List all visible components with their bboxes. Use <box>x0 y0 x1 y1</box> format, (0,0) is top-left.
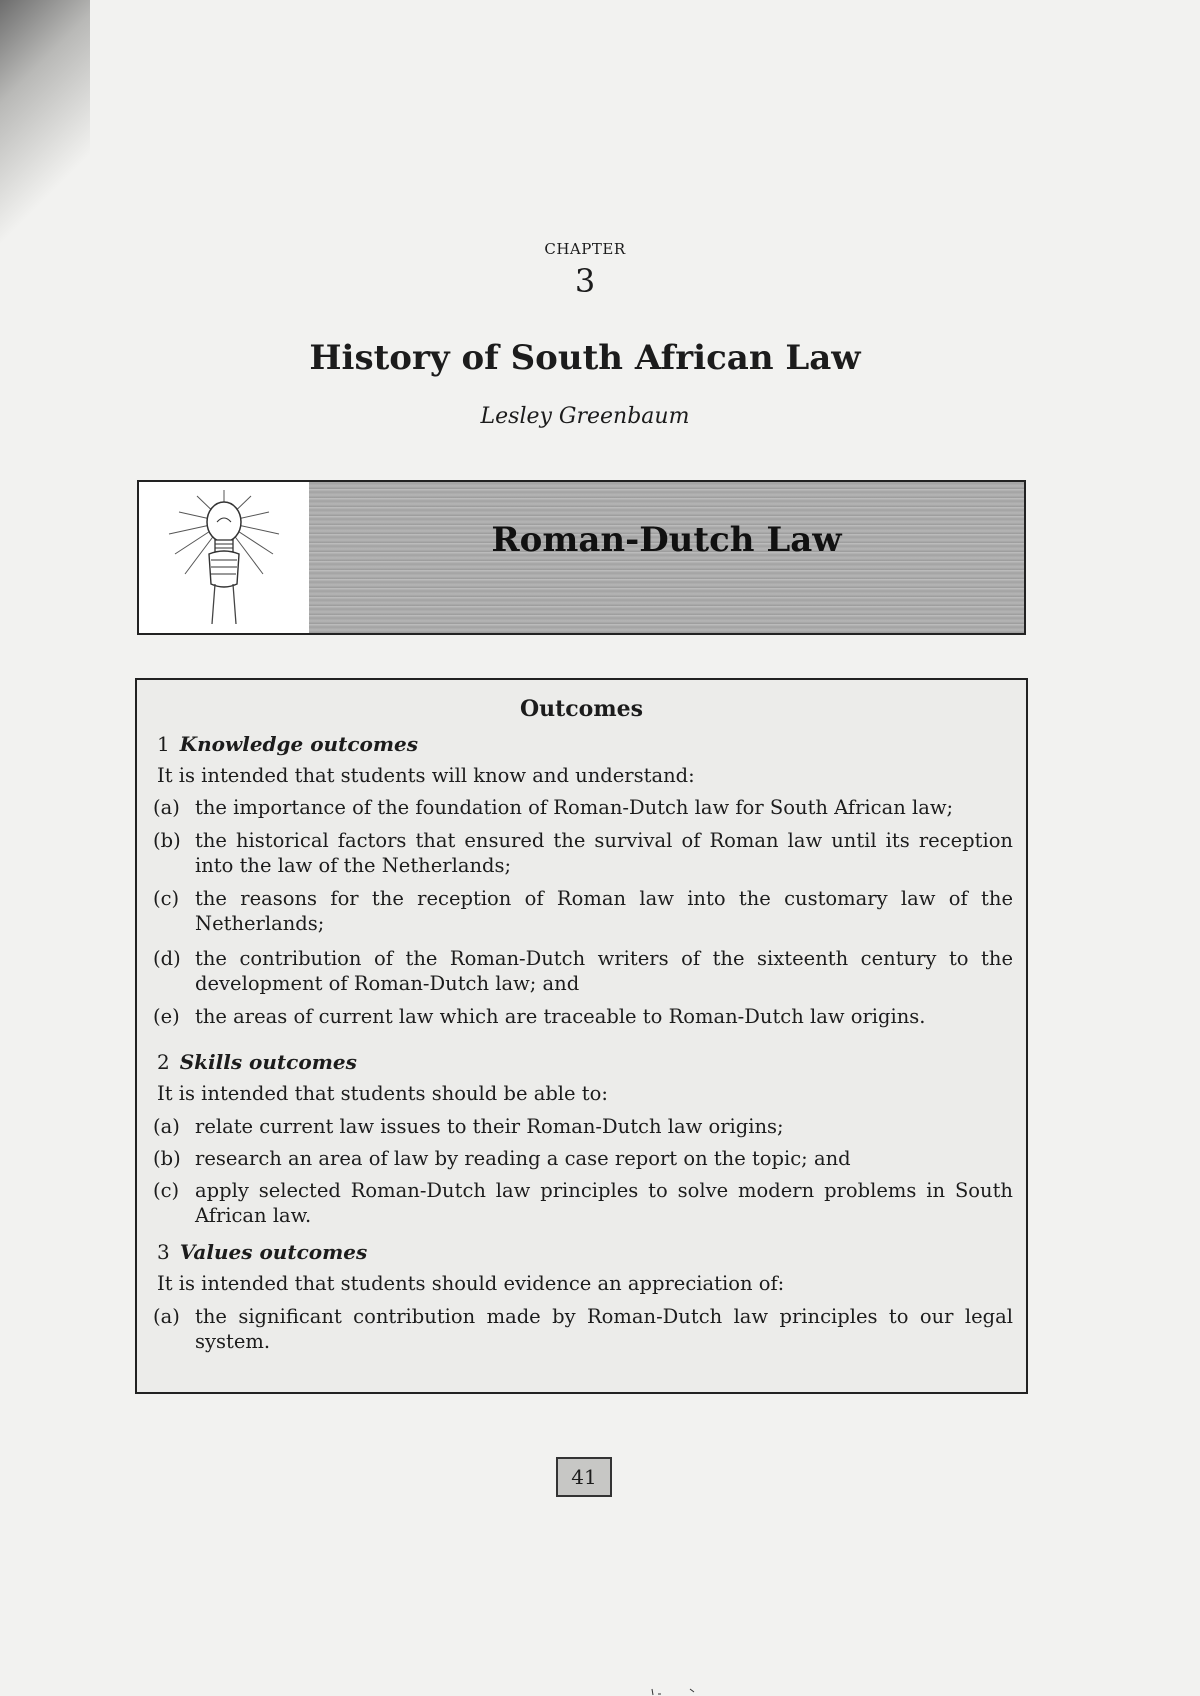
item-text: research an area of law by reading a case report on the topic; and <box>195 1147 851 1170</box>
item-text: the significant contribution made by Roman-Dutch law principles to our legal system. <box>195 1305 1013 1353</box>
section-banner <box>137 480 1026 635</box>
item-letter: (a) <box>153 1305 180 1328</box>
item-text: the reasons for the reception of Roman law into the customary law of the Netherlands; <box>195 887 1013 935</box>
scan-edge-shadow <box>0 0 90 260</box>
section-number: 1 <box>157 732 170 756</box>
item-text: the historical factors that ensured the survival of Roman law until its reception into the law of the Netherlands; <box>195 829 1013 877</box>
chapter-label: CHAPTER <box>544 240 626 258</box>
item-letter: (c) <box>153 1179 180 1202</box>
section-intro: It is intended that students will know and understand: <box>157 764 695 787</box>
lightbulb-in-hand-icon <box>139 482 309 633</box>
section-heading-values <box>157 1240 367 1264</box>
item-letter: (e) <box>153 1005 180 1028</box>
section-heading-knowledge <box>157 732 418 756</box>
chapter-number: 3 <box>574 262 596 300</box>
list-item <box>153 1304 1013 1354</box>
item-text: apply selected Roman-Dutch law principles to solve modern problems in South African law. <box>195 1179 1013 1227</box>
section-intro: It is intended that students should evidence an appreciation of: <box>157 1272 785 1295</box>
list-item <box>153 886 1013 936</box>
item-text: the importance of the foundation of Roman-Dutch law for South African law; <box>195 796 954 819</box>
item-text: the areas of current law which are traceable to Roman-Dutch law origins. <box>195 1005 926 1028</box>
outcomes-heading: Outcomes <box>519 696 644 722</box>
section-title: Skills outcomes <box>179 1050 357 1074</box>
list-item <box>153 795 1013 820</box>
chapter-title: History of South African Law <box>309 338 861 378</box>
chapter-author: Lesley Greenbaum <box>480 404 690 429</box>
item-letter: (b) <box>153 1147 181 1170</box>
scan-mark <box>650 1688 730 1696</box>
item-letter: (b) <box>153 829 181 852</box>
section-number: 2 <box>157 1050 170 1074</box>
list-item <box>153 1146 1013 1171</box>
section-number: 3 <box>157 1240 170 1264</box>
list-item <box>153 1178 1013 1228</box>
banner-title: Roman-Dutch Law <box>491 520 842 560</box>
list-item <box>153 946 1013 996</box>
list-item <box>153 1004 1013 1029</box>
item-text: relate current law issues to their Roman-Dutch law origins; <box>195 1115 784 1138</box>
item-letter: (a) <box>153 796 180 819</box>
item-letter: (d) <box>153 947 181 970</box>
item-letter: (c) <box>153 887 180 910</box>
section-heading-skills <box>157 1050 357 1074</box>
outcomes-box <box>135 678 1028 1394</box>
section-title: Values outcomes <box>179 1240 368 1264</box>
section-title: Knowledge outcomes <box>179 732 418 756</box>
list-item <box>153 828 1013 878</box>
item-text: the contribution of the Roman-Dutch writers of the sixteenth century to the development of Roman-Dutch law; and <box>195 947 1013 995</box>
list-item <box>153 1114 1013 1139</box>
page-number: 41 <box>556 1457 612 1497</box>
section-intro: It is intended that students should be able to: <box>157 1082 608 1105</box>
item-letter: (a) <box>153 1115 180 1138</box>
